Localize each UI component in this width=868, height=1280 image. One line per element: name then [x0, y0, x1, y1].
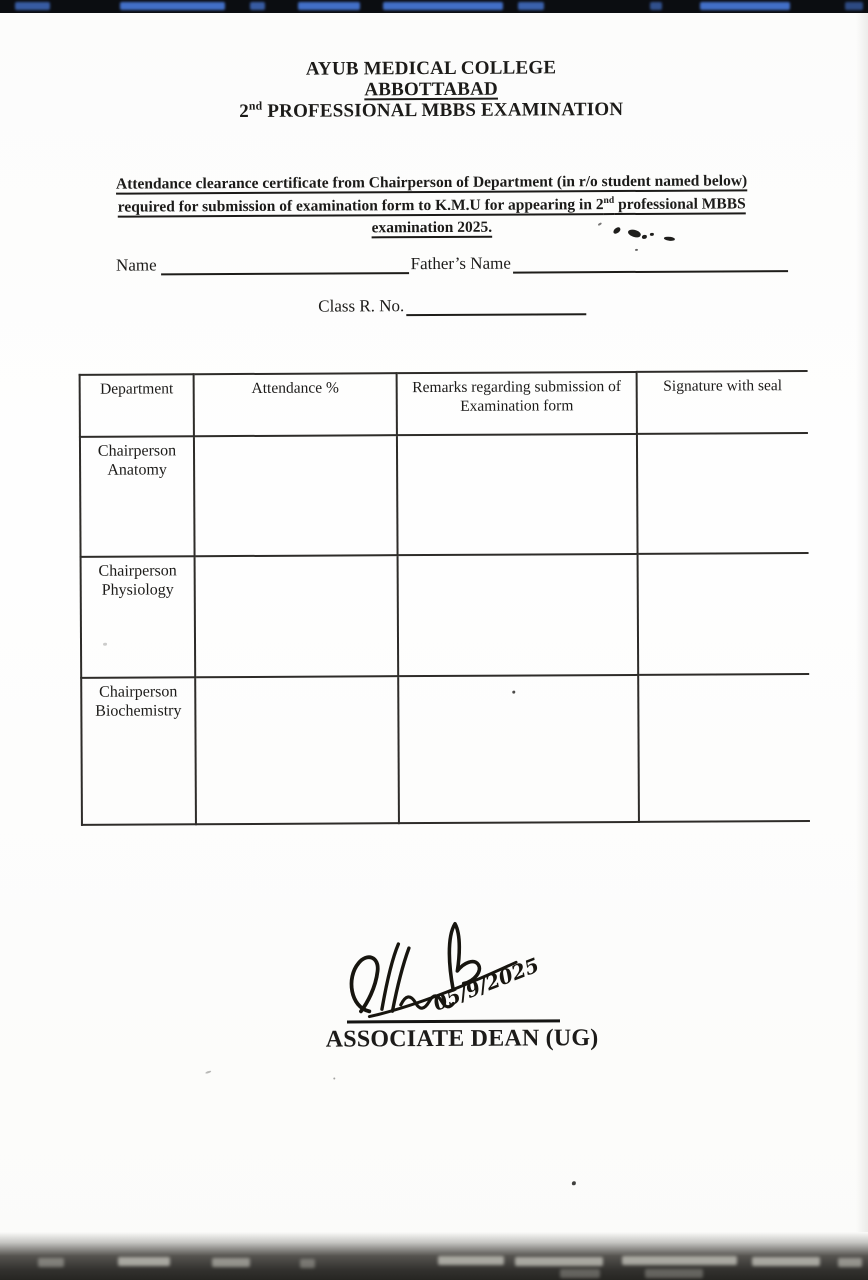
scan-noise [205, 1070, 211, 1074]
blurred-text-fragment [300, 1259, 315, 1268]
college-city: ABBOTTABAD [364, 78, 498, 101]
scan-noise [103, 643, 107, 646]
blurred-text-fragment [212, 1258, 250, 1267]
blurred-text-fragment [645, 1269, 703, 1278]
ink-speck [572, 1181, 576, 1185]
blurred-text-fragment [298, 2, 360, 10]
class-rno-blank-line [406, 293, 586, 315]
ordinal-suffix: nd [603, 194, 615, 206]
ink-speck [650, 233, 654, 236]
remarks-cell [398, 554, 639, 676]
letterhead [15, 56, 847, 123]
blurred-text-fragment [622, 1256, 737, 1265]
attendance-cell [195, 555, 399, 677]
attendance-cell [194, 435, 398, 556]
fathers-name-blank-line [513, 250, 788, 273]
col-header-department: Department [80, 374, 194, 437]
fathers-name-label: Father’s Name [410, 253, 511, 273]
blurred-text-fragment [752, 1257, 820, 1266]
name-label: Name [115, 254, 157, 275]
blurred-text-fragment [250, 2, 265, 10]
ink-speck [642, 235, 647, 239]
bottom-scan-band [0, 1232, 868, 1280]
remarks-cell [398, 675, 639, 823]
ink-speck [664, 236, 675, 241]
signature-rule [347, 1019, 560, 1023]
ink-speck [512, 691, 515, 694]
exam-title: 2nd PROFESSIONAL MBBS EXAMINATION [239, 99, 624, 123]
ink-speck [635, 249, 638, 251]
table-header-row [80, 371, 808, 437]
class-rno-row [318, 293, 586, 316]
college-name: AYUB MEDICAL COLLEGE [305, 57, 557, 80]
signature-cell [638, 553, 810, 675]
blurred-text-fragment [118, 1257, 170, 1266]
blurred-text-fragment [700, 2, 790, 10]
blurred-text-fragment [38, 1258, 64, 1267]
signatory-title: ASSOCIATE DEAN (UG) [325, 1025, 599, 1053]
col-header-remarks: Remarks regarding submission of Examination form [397, 372, 637, 435]
blurred-text-fragment [383, 2, 503, 10]
blurred-text-fragment [838, 1258, 862, 1267]
table-row [80, 433, 809, 557]
scan-noise [333, 1078, 335, 1080]
remarks-cell [397, 434, 638, 555]
signature-date: 05/9/2025 [429, 952, 543, 1016]
table-row [81, 674, 810, 825]
blurred-text-fragment [845, 2, 863, 10]
blurred-text-fragment [515, 1257, 603, 1266]
signature-cell [637, 433, 809, 554]
department-cell: Chairperson Anatomy [80, 436, 195, 557]
signature-cell [638, 674, 810, 822]
col-header-signature: Signature with seal [637, 371, 808, 434]
notice-line-1: Attendance clearance certificate from Chairperson of Department (in r/o student named below) [115, 172, 748, 193]
table-row [81, 553, 810, 678]
top-scan-band [0, 0, 868, 13]
blurred-text-fragment [120, 2, 225, 10]
blurred-text-fragment [650, 2, 662, 10]
blurred-text-fragment [518, 2, 544, 10]
notice-line-3: examination 2025. [371, 218, 493, 237]
clearance-table [79, 370, 810, 826]
department-cell: Chairperson Physiology [81, 556, 196, 678]
attendance-cell [195, 676, 399, 824]
handwritten-signature [339, 915, 550, 1022]
col-header-attendance: Attendance % [194, 373, 397, 436]
name-fields-row [116, 250, 788, 275]
class-rno-label: Class R. No. [318, 295, 405, 316]
blurred-text-fragment [560, 1269, 600, 1278]
blurred-text-fragment [15, 2, 50, 10]
notice-paragraph [16, 170, 848, 242]
name-blank-line [161, 252, 409, 275]
scan-edge-shadow [856, 13, 868, 1232]
signature-scrawl [339, 915, 550, 1022]
department-cell: Chairperson Biochemistry [81, 677, 196, 825]
notice-line-2: required for submission of examination form to K.M.U for appearing in 2nd professional MBBS [117, 194, 746, 216]
blurred-text-fragment [438, 1256, 504, 1265]
ordinal-suffix: nd [248, 99, 263, 113]
